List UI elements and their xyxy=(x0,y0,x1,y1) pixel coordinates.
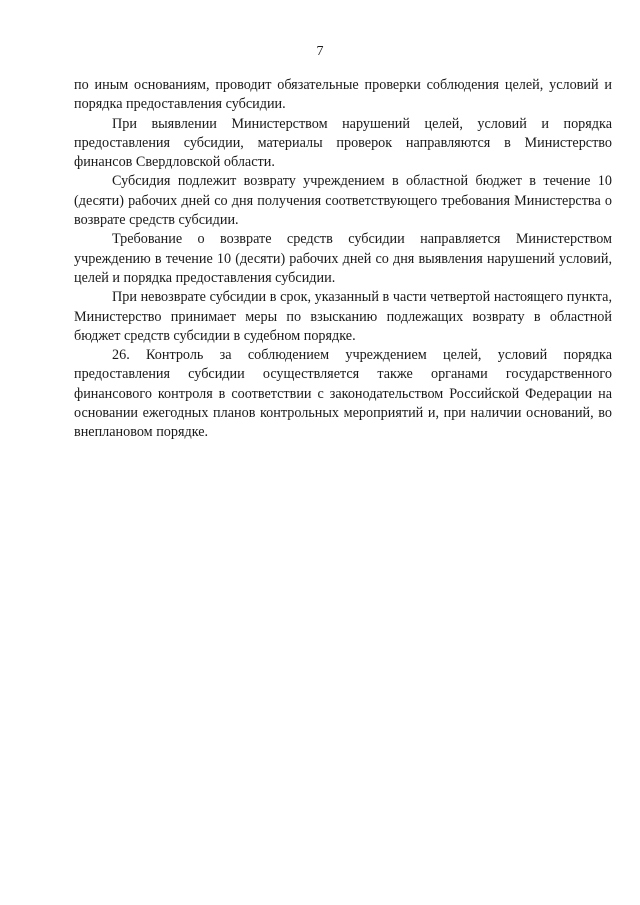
paragraph-subsidy-return: Субсидия подлежит возврату учреждением в областной бюджет в течение 10 (десяти) рабочих дней со дня получения соответствующего требования Министерства о возврате средств субсидии. xyxy=(74,173,612,229)
paragraph-continuation: по иным основаниям, проводит обязательные проверки соблюдения целей, условий и порядка предоставления субсидии. xyxy=(74,77,612,113)
paragraph-return-demand: Требование о возврате средств субсидии направляется Министерством учреждению в течение 10 (десяти) рабочих дней со дня выявления нарушений условий, целей и порядка предоставления субсидии. xyxy=(74,231,612,286)
paragraph-item-26-control: 26. Контроль за соблюдением учреждением целей, условий порядка предоставления субсидии осуществляется также органами государственного финансового контроля в соответствии с законодательством Российской Федерации на основании ежегодных планов контрольных мероприятий и, при наличии оснований, во внеплановом порядке. xyxy=(74,347,612,441)
page-number: 7 xyxy=(316,44,324,59)
document-body xyxy=(74,76,612,443)
paragraph-violation-materials: При выявлении Министерством нарушений целей, условий и порядка предоставления субсидии, материалы проверок направляются в Министерство финансов Свердловской области. xyxy=(74,115,612,171)
paragraph-non-return-recovery: При невозврате субсидии в срок, указанный в части четвертой настоящего пункта, Министерство принимает меры по взысканию подлежащих возврату в областной бюджет средств субсидии в судебном порядке. xyxy=(74,289,612,344)
